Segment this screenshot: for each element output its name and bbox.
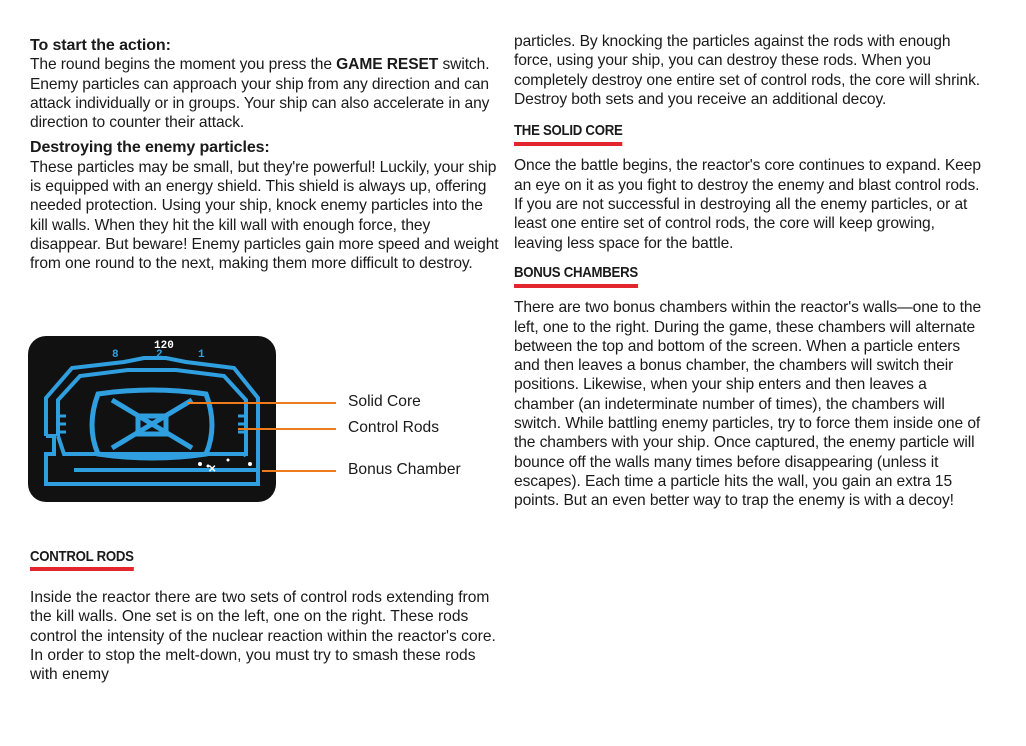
score-readout: 120	[154, 340, 174, 352]
solid-core-heading: THE SOLID CORE	[514, 121, 623, 146]
bonus-chamber-callout: Bonus Chamber	[348, 461, 461, 478]
solid-core-pointer	[188, 402, 336, 404]
solid-core-paragraph: Once the battle begins, the reactor's core continues to expand. Keep an eye on it as you fight to destroy the enemy and blast control rods. If you are not successful in destroying all the enemy particles, or at least one entire set of control rods, the core will keep growing, leaving less space for the battle.	[514, 157, 981, 252]
bonus-chamber-pointer	[262, 470, 336, 472]
particles	[198, 459, 252, 468]
start-paragraph	[30, 55, 500, 132]
control-rods-paragraph: Inside the reactor there are two sets of control rods extending from the kill walls. One set is on the left, one on the right. These rods control the intensity of the nuclear reaction within the reactor's core. In order to stop the melt-down, you must try to smash these rods with enemy	[30, 589, 496, 684]
start-text-post: switch. Enemy particles can approach your ship from any direction and can attack individually or in groups. Your ship can also accelerate in any direction to counter their attack.	[30, 56, 490, 132]
start-heading: To start the action:	[30, 37, 171, 54]
bonus-chambers-paragraph: There are two bonus chambers within the reactor's walls—one to the left, one to the right. During the game, these chambers will alternate between the top and bottom of the screen. When a particle enters and then leaves a bonus chamber, the chambers will switch their positions. Likewise, when your ship enters and then leaves a chamber (an indeterminate number of times), the chambers will switch. While battling enemy particles, try to force them inside one of the chambers with your ship. Once captured, the enemy particle will bounce off the walls many times before disappearing (unless it escapes). Each time a particle hits the wall, you gain an extra 15 points. But an even better way to trap the enemy is with a decoy!	[514, 299, 982, 510]
kill-walls	[46, 358, 258, 484]
right-counter: 1	[198, 349, 205, 361]
solid-core	[92, 390, 212, 458]
control-rods-heading-wrap	[30, 548, 148, 571]
start-text-pre: The round begins the moment you press the	[30, 56, 337, 74]
reactor-illustration	[28, 336, 276, 502]
control-rods-text-wrap	[30, 588, 500, 684]
destroy-paragraph: These particles may be small, but they're powerful! Luckily, your ship is equipped with an energy shield. This shield is always up, offering needed protection. Using your ship, knock enemy particles into the kill walls. When they hit the kill wall with enough force, they disappear. But beware! Enemy particles gain more speed and weight from one round to the next, making them more difficult to destroy.	[30, 158, 499, 273]
mid-counter: 2	[156, 349, 163, 361]
player-ship-icon: ✕	[208, 464, 217, 475]
control-rods-heading: CONTROL RODS	[30, 548, 134, 571]
right-column	[514, 32, 984, 511]
left-column	[30, 36, 500, 274]
destroy-heading: Destroying the enemy particles:	[30, 139, 270, 157]
solid-core-callout: Solid Core	[348, 393, 421, 410]
left-counter: 8	[112, 349, 119, 361]
control-rods-pointer	[238, 428, 336, 430]
continued-paragraph: particles. By knocking the particles against the rods with enough force, using your ship, you can destroy these rods. When you completely destroy one entire set of control rods, the core will shrink. Destroy both sets and you receive an additional decoy.	[514, 33, 981, 108]
game-screenshot	[28, 336, 276, 502]
game-reset-label: GAME RESET	[336, 56, 439, 74]
control-rods-callout: Control Rods	[348, 419, 440, 436]
bonus-chambers-heading: BONUS CHAMBERS	[514, 263, 638, 288]
